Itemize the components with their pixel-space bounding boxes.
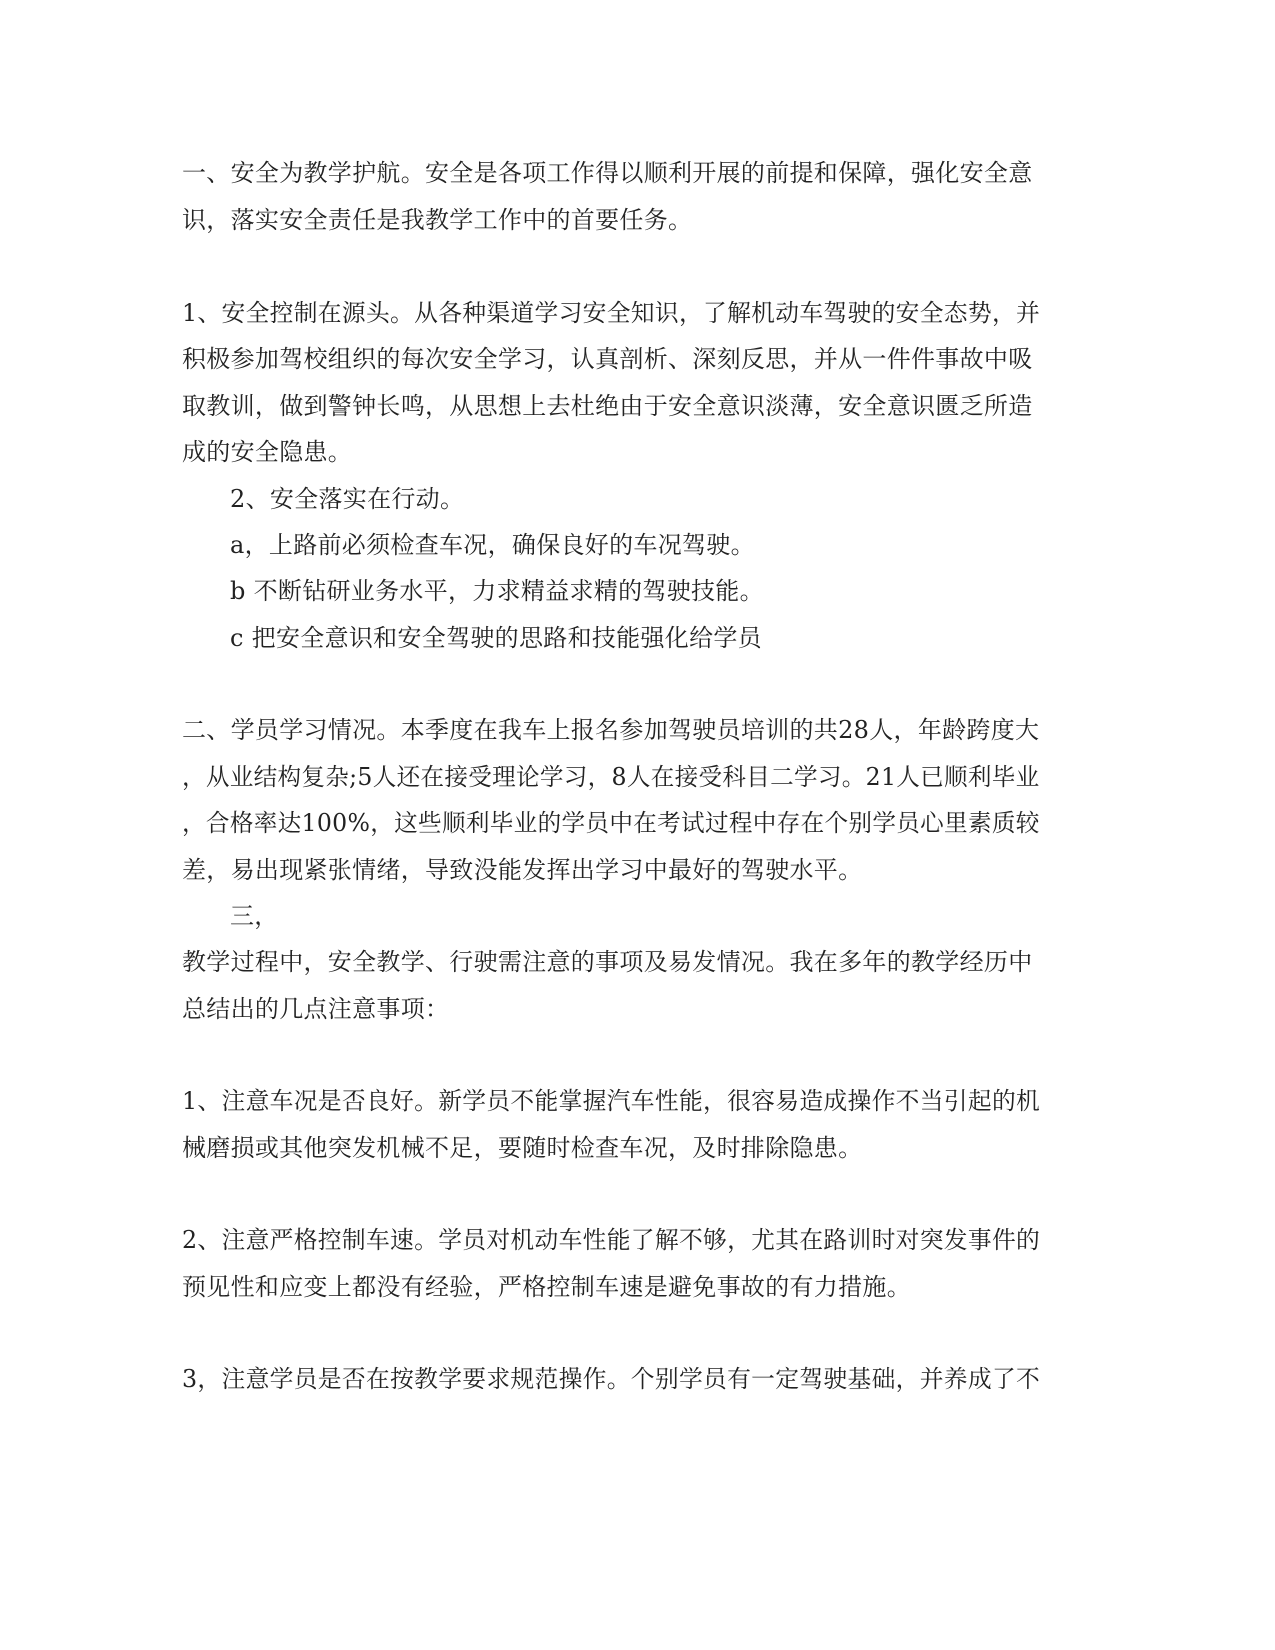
paragraph-line: 械磨损或其他突发机械不足，要随时检查车况，及时排除隐患。	[182, 1134, 863, 1162]
list-item: b 不断钻研业务水平，力求精益求精的驾驶技能。	[230, 577, 764, 605]
paragraph-line: 教学过程中，安全教学、行驶需注意的事项及易发情况。我在多年的教学经历中	[182, 948, 1033, 976]
list-item-title: 2、安全落实在行动。	[230, 485, 465, 513]
section-heading-line: 识，落实安全责任是我教学工作中的首要任务。	[182, 206, 693, 234]
section-number: 三，	[230, 902, 279, 930]
paragraph-line: 积极参加驾校组织的每次安全学习，认真剖析、深刻反思，并从一件件事故中吸	[182, 345, 1033, 373]
paragraph-line: ，从业结构复杂;5人还在接受理论学习，8人在接受科目二学习。21人已顺利毕业	[182, 763, 1040, 791]
paragraph-line: 差，易出现紧张情绪，导致没能发挥出学习中最好的驾驶水平。	[182, 856, 863, 884]
paragraph-line: 预见性和应变上都没有经验，严格控制车速是避免事故的有力措施。	[182, 1273, 911, 1301]
list-item: a，上路前必须检查车况，确保良好的车况驾驶。	[230, 531, 755, 559]
paragraph-line: 3，注意学员是否在按教学要求规范操作。个别学员有一定驾驶基础，并养成了不	[182, 1365, 1041, 1393]
paragraph-line: 1、注意车况是否良好。新学员不能掌握汽车性能，很容易造成操作不当引起的机	[182, 1087, 1041, 1115]
paragraph-line: 1、安全控制在源头。从各种渠道学习安全知识，了解机动车驾驶的安全态势，并	[182, 299, 1041, 327]
paragraph-line: 二、学员学习情况。本季度在我车上报名参加驾驶员培训的共28人，年龄跨度大	[182, 716, 1040, 744]
paragraph-line: 取教训，做到警钟长鸣，从思想上去杜绝由于安全意识淡薄，安全意识匮乏所造	[182, 392, 1033, 420]
paragraph-line: 2、注意严格控制车速。学员对机动车性能了解不够，尤其在路训时对突发事件的	[182, 1226, 1041, 1254]
list-item: c 把安全意识和安全驾驶的思路和技能强化给学员	[230, 624, 762, 652]
paragraph-line: 成的安全隐患。	[182, 438, 353, 466]
paragraph-line: ，合格率达100%，这些顺利毕业的学员中在考试过程中存在个别学员心里素质较	[182, 809, 1040, 837]
paragraph-line: 总结出的几点注意事项：	[182, 995, 450, 1023]
section-heading-line: 一、安全为教学护航。安全是各项工作得以顺利开展的前提和保障，强化安全意	[182, 159, 1033, 187]
